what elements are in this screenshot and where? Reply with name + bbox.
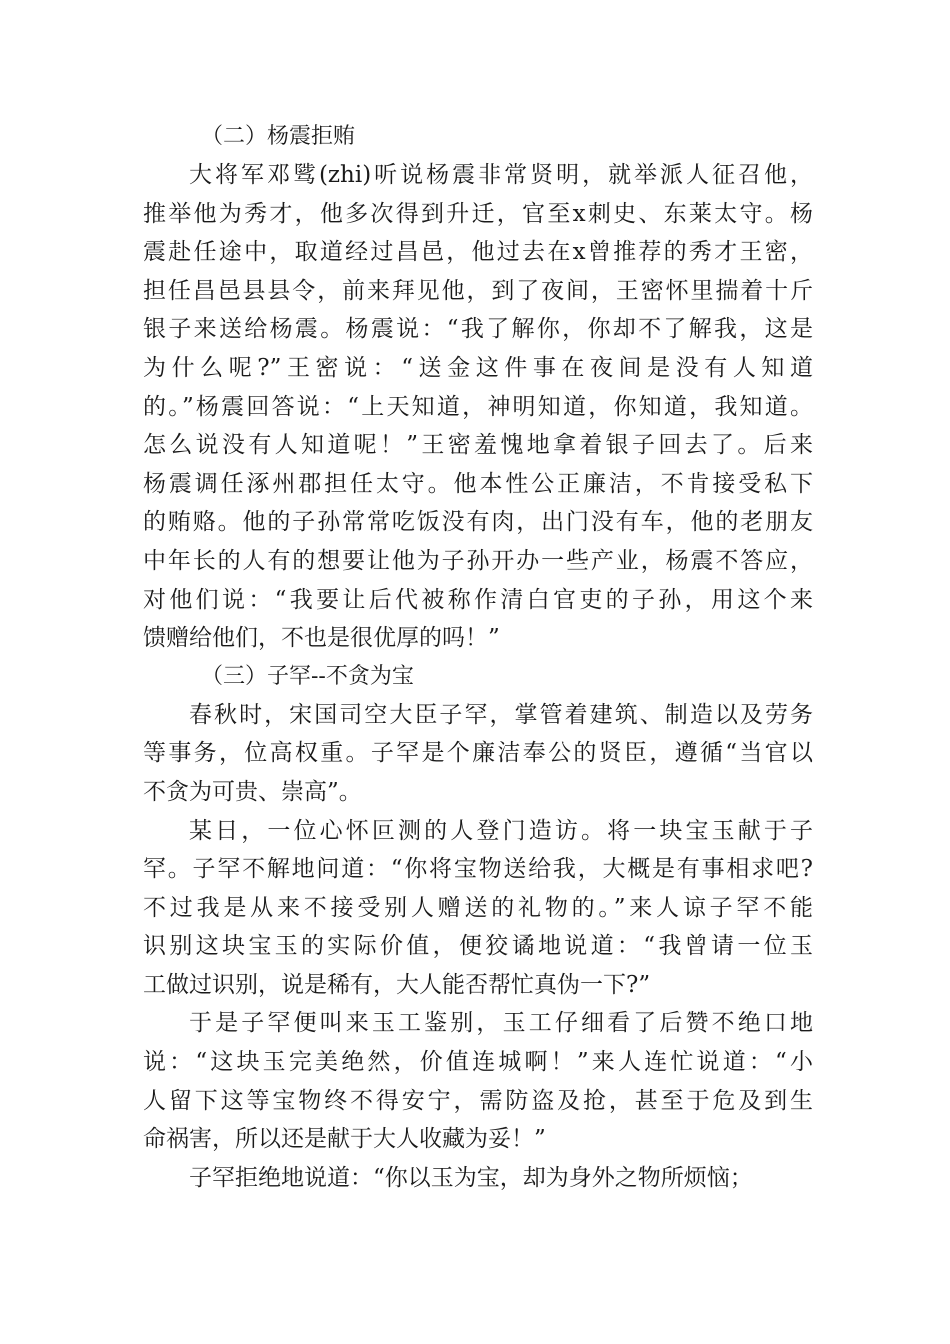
paragraph — [143, 812, 813, 1005]
text-line: 担任昌邑县县令，前来拜见他，到了夜间，王密怀里揣着十斤 — [143, 277, 813, 304]
paragraph — [143, 156, 813, 658]
text-line: 等事务，位高权重。子罕是个廉洁奉公的贤臣，遵循“当官以 — [143, 740, 813, 767]
text-line: 对他们说：“我要让后代被称作清白官吏的子孙，用这个来 — [143, 586, 813, 613]
text-line: 怎么说没有人知道呢！”王密羞愧地拿着银子回去了。后来 — [143, 432, 813, 459]
text-line: 为什么呢?”王密说：“送金这件事在夜间是没有人知道 — [143, 354, 813, 381]
text-line: 工做过识别，说是稀有，大人能否帮忙真伪一下?” — [143, 971, 651, 998]
text-line: 子罕拒绝地说道：“你以玉为宝，却为身外之物所烦恼； — [189, 1164, 753, 1191]
text-line: 不贪为可贵、崇高”。 — [143, 778, 362, 805]
text-line: 人留下这等宝物终不得安宁，需防盗及抢，甚至于危及到生 — [143, 1087, 813, 1114]
text-line: 馈赠给他们，不也是很优厚的吗！” — [143, 625, 500, 652]
text-line: 震赴任途中，取道经过昌邑，他过去在x曾推荐的秀才王密， — [143, 239, 813, 266]
text-line: 推举他为秀才，他多次得到升迁，官至x刺史、东莱太守。杨 — [143, 200, 813, 227]
text-line: 杨震调任涿州郡担任太守。他本性公正廉洁，不肯接受私下 — [143, 470, 813, 497]
paragraph — [143, 1004, 813, 1158]
text-line: 说：“这块玉完美绝然，价值连城啊！”来人连忙说道：“小 — [143, 1049, 813, 1076]
section-heading-zi-han: （三）子罕--不贪为宝 — [201, 663, 414, 689]
paragraph — [143, 1159, 813, 1198]
text-line: 不过我是从来不接受别人赠送的礼物的。”来人谅子罕不能 — [143, 894, 813, 921]
document-body — [143, 118, 813, 1197]
paragraph-yang-zhen — [143, 156, 813, 658]
text-line: 银子来送给杨震。杨震说：“我了解你，你却不了解我，这是 — [143, 316, 813, 343]
text-line: 于是子罕便叫来玉工鉴别，玉工仔细看了后赞不绝口地 — [189, 1010, 813, 1037]
text-line: 某日，一位心怀叵测的人登门造访。将一块宝玉献于子 — [189, 817, 813, 844]
text-line: 大将军邓骘(zhi)听说杨震非常贤明，就举派人征召他， — [189, 162, 813, 188]
text-line: 命祸害，所以还是献于大人收藏为妥！” — [143, 1126, 546, 1153]
text-line: 春秋时，宋国司空大臣子罕，掌管着建筑、制造以及劳务 — [189, 701, 813, 728]
text-line: 识别这块宝玉的实际价值，便狡谲地说道：“我曾请一位玉 — [143, 933, 813, 960]
section-heading-yang-zhen: （二）杨震拒贿 — [201, 124, 356, 149]
text-line: 的贿赂。他的子孙常常吃饭没有肉，出门没有车，他的老朋友 — [143, 509, 813, 536]
section-zi-han-body — [143, 696, 813, 1198]
paragraph — [143, 696, 813, 812]
text-line: 中年长的人有的想要让他为子孙开办一些产业，杨震不答应， — [143, 547, 813, 574]
text-line: 的。”杨震回答说：“上天知道，神明知道，你知道，我知道。 — [143, 393, 813, 420]
text-line: 罕。子罕不解地问道：“你将宝物送给我，大概是有事相求吧? — [143, 856, 813, 883]
